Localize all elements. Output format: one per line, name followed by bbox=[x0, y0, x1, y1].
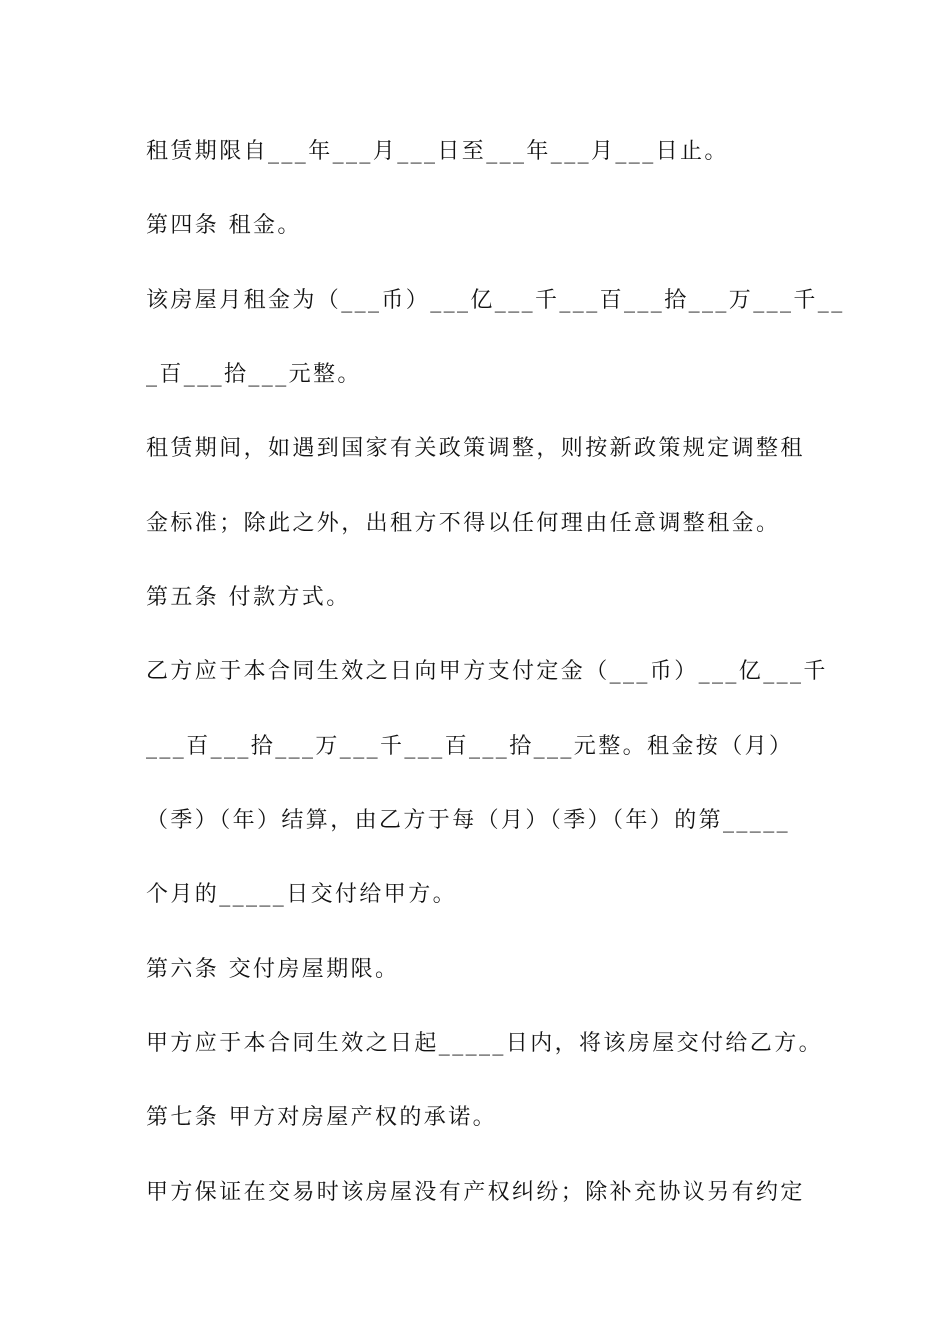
article-4-heading: 第四条 租金。 bbox=[146, 213, 302, 238]
deposit-text-cont: ___百___拾___万___千___百___拾___元整。租金按（月） bbox=[146, 734, 794, 759]
rent-adjustment-text-cont: 金标准；除此之外，出租方不得以任何理由任意调整租金。 bbox=[146, 511, 781, 536]
deposit-text: 乙方应于本合同生效之日向甲方支付定金（___币）___亿___千 bbox=[146, 659, 828, 684]
article-6-heading: 第六条 交付房屋期限。 bbox=[146, 957, 400, 982]
rent-adjustment-text: 租赁期间，如遇到国家有关政策调整，则按新政策规定调整租 bbox=[146, 436, 805, 461]
payment-schedule-text-cont: 个月的_____日交付给甲方。 bbox=[146, 882, 458, 907]
monthly-rent-text-cont: _百___拾___元整。 bbox=[146, 362, 362, 387]
monthly-rent-text: 该房屋月租金为（___币）___亿___千___百___拾___万___千__ bbox=[146, 288, 845, 313]
article-7-heading: 第七条 甲方对房屋产权的承诺。 bbox=[146, 1105, 497, 1130]
payment-schedule-text: （季）（年）结算，由乙方于每（月）（季）（年）的第_____ bbox=[146, 808, 791, 833]
lease-term-text: 租赁期限自___年___月___日至___年___月___日止。 bbox=[146, 139, 729, 164]
property-right-text: 甲方保证在交易时该房屋没有产权纠纷；除补充协议另有约定 bbox=[146, 1180, 805, 1205]
delivery-term-text: 甲方应于本合同生效之日起_____日内，将该房屋交付给乙方。 bbox=[146, 1031, 824, 1056]
article-5-heading: 第五条 付款方式。 bbox=[146, 585, 351, 610]
